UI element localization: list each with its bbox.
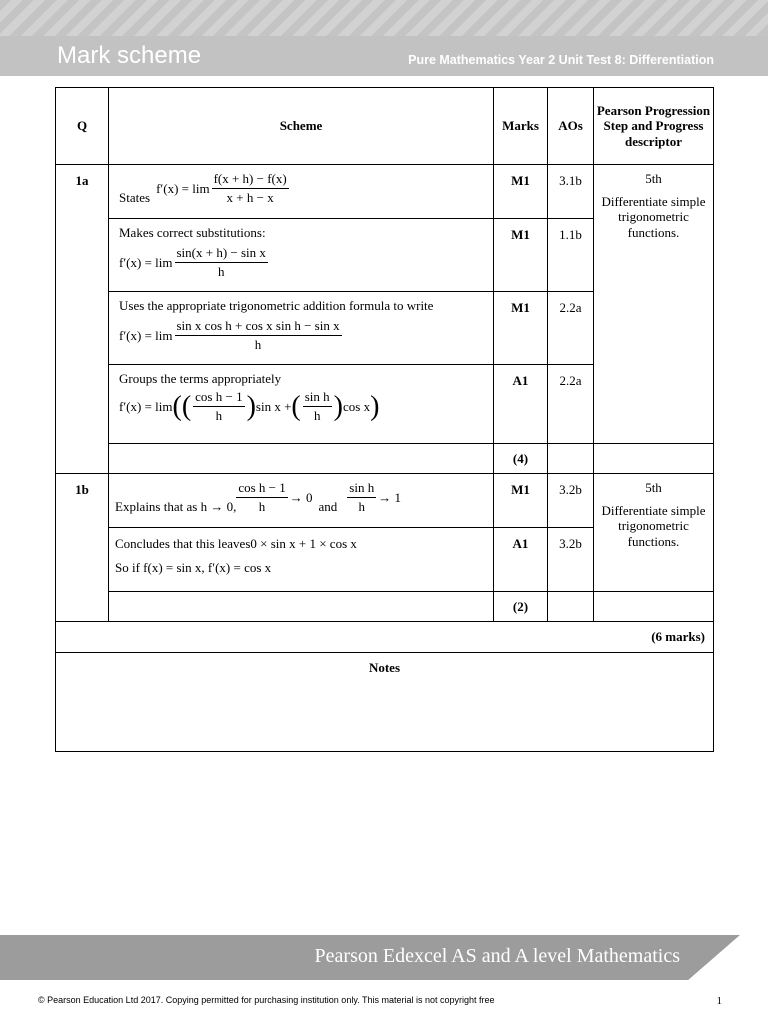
math-expression: f(x) = sin x, f′(x) = cos x xyxy=(143,560,272,575)
table-row xyxy=(56,165,714,219)
page-subtitle: Pure Mathematics Year 2 Unit Test 8: Differentiation xyxy=(408,53,714,67)
scheme-text: States xyxy=(119,190,151,205)
progress-descriptor: Differentiate simple trigonometric functions. xyxy=(601,502,706,549)
header-aos: AOs xyxy=(548,88,594,165)
question-label-1b: 1b xyxy=(56,474,109,622)
table-row xyxy=(56,474,714,528)
mark-cell: A1 xyxy=(494,365,548,444)
math-fraction: $\frac{\text{sin(x + h) − sin x}}{h}$ xyxy=(176,245,266,279)
scheme-text: Explains that as h → 0, xyxy=(115,499,237,514)
page-title: Mark scheme xyxy=(57,42,202,69)
header-row xyxy=(56,88,714,165)
header-marks: Marks xyxy=(494,88,548,165)
progress-step: 5th xyxy=(645,480,662,495)
progress-step: 5th xyxy=(645,171,662,186)
question-label-1a: 1a xyxy=(56,165,109,474)
header-q: Q xyxy=(56,88,109,165)
copyright-notice: © Pearson Education Ltd 2017. Copying permitted for purchasing institution only. This material is not copyright free xyxy=(38,995,495,1005)
scheme-text: Makes correct substitutions: xyxy=(119,225,266,240)
math-fraction: $\frac{\text{cos h − 1}}{h}$ xyxy=(238,480,286,514)
progress-descriptor: Differentiate simple trigonometric functions. xyxy=(601,193,706,240)
scheme-cell: Groups the terms appropriately f′(x) = lim ( ( $\frac{\text{cos h − 1}}{h}$ ) sin x + ( $\frac{\text{sin h}}{h}$ ) cos x ) xyxy=(109,365,494,444)
ao-cell: 1.1b xyxy=(548,219,594,292)
scheme-text: Uses the appropriate trigonometric addition formula to write xyxy=(119,298,434,313)
descriptor-cell-1a xyxy=(594,165,714,444)
ao-cell: 2.2a xyxy=(548,365,594,444)
subtotal-row xyxy=(56,444,714,474)
ao-cell: 3.2b xyxy=(548,528,594,592)
page-number: 1 xyxy=(716,995,722,1007)
scheme-text: Groups the terms appropriately xyxy=(119,371,282,386)
header-descriptor: Pearson Progression Step and Progress descriptor xyxy=(594,88,714,165)
mark-cell: M1 xyxy=(494,292,548,365)
ao-cell: 3.1b xyxy=(548,165,594,219)
subtotal-1a: (4) xyxy=(494,444,548,474)
subtotal-row xyxy=(56,592,714,622)
math-fraction: $\frac{\text{sin h}}{h}$ xyxy=(304,389,330,423)
mark-cell: M1 xyxy=(494,474,548,528)
math-fraction: $\frac{\text{sin x cos h + cos x sin h − sin x}}{h}$ xyxy=(176,318,340,352)
notes-heading: Notes xyxy=(56,653,714,752)
mark-cell: M1 xyxy=(494,219,548,292)
math-fprime: f′(x) = lim xyxy=(119,327,173,343)
math-fraction: $\frac{\text{cos h − 1}}{h}$ xyxy=(195,389,243,423)
header-scheme: Scheme xyxy=(109,88,494,165)
footer-brand: Pearson Edexcel AS and A level Mathematics xyxy=(314,945,680,967)
math-fprime: f′(x) = lim xyxy=(119,254,173,270)
scheme-cell xyxy=(109,165,494,219)
math-fprime: f′(x) = lim xyxy=(156,180,210,196)
math-fraction: $\frac{\text{sin h}}{h}$ xyxy=(349,480,375,514)
scheme-text: Concludes that this leaves xyxy=(115,536,251,551)
total-marks: (6 marks) xyxy=(56,622,714,653)
total-row xyxy=(56,622,714,653)
descriptor-cell-1b xyxy=(594,474,714,592)
ao-cell: 3.2b xyxy=(548,474,594,528)
mark-cell: M1 xyxy=(494,165,548,219)
mark-scheme-table xyxy=(55,87,714,752)
ao-cell: 2.2a xyxy=(548,292,594,365)
subtotal-1b: (2) xyxy=(494,592,548,622)
mark-cell: A1 xyxy=(494,528,548,592)
scheme-cell: Explains that as h → 0, $\frac{\text{cos h − 1}}{h}$ → 0 and $\frac{\text{sin h}}{h}$ → 1 xyxy=(109,474,494,528)
scheme-cell xyxy=(109,528,494,592)
math-fraction: $\frac{f(x + h) - f(x)}{x + h - x}$ xyxy=(213,171,287,205)
math-expression: 0 × sin x + 1 × cos x xyxy=(250,536,357,551)
scheme-cell xyxy=(109,292,494,365)
scheme-text: So if xyxy=(115,560,140,575)
math-fprime: f′(x) = lim xyxy=(119,398,173,414)
scheme-cell xyxy=(109,219,494,292)
notes-row xyxy=(56,653,714,752)
